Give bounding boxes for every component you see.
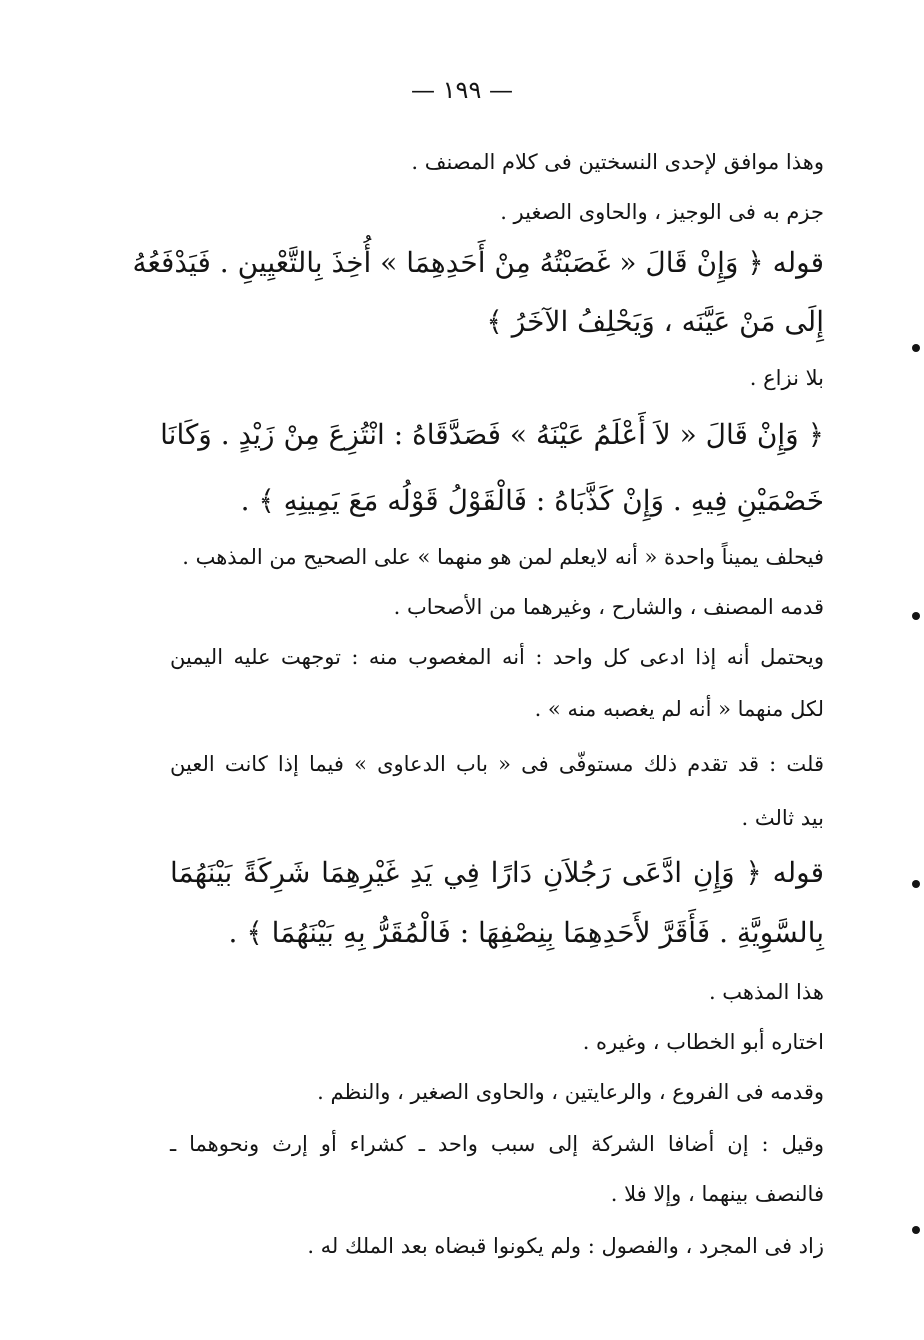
quote-line-6: ﴿ وَإِنْ قَالَ « لاَ أَعْلَمُ عَيْنَهُ » فَصَدَّقَاهُ : انْتُزِعَ مِنْ زَيْدٍ . وَكَانَا <box>160 418 824 451</box>
text-line-1: وهذا موافق لإحدى النسختين فى كلام المصنف . <box>411 150 824 174</box>
text-line-12: قلت : قد تقدم ذلك مستوفّى فى « باب الدعاوى » فيما إذا كانت العين <box>170 752 824 776</box>
quote-line-3: قوله ﴿ وَإِنْ قَالَ « غَصَبْتُهُ مِنْ أَحَدِهِمَا » أُخِذَ بِالتَّعْيِينِ . فَيَدْفَعُهُ <box>132 246 824 279</box>
text-line-10: ويحتمل أنه إذا ادعى كل واحد : أنه المغصوب منه : توجهت عليه اليمين <box>170 645 824 669</box>
text-line-20: فالنصف بينهما ، وإلا فلا . <box>610 1182 824 1206</box>
text-line-9: قدمه المصنف ، والشارح ، وغيرهما من الأصحاب . <box>393 595 824 619</box>
page-number: — ١٩٩ — <box>411 76 513 104</box>
text-line-13: بيد ثالث . <box>741 806 824 830</box>
text-line-17: اختاره أبو الخطاب ، وغيره . <box>582 1030 824 1054</box>
text-line-11: لكل منهما « أنه لم يغصبه منه » . <box>534 697 824 721</box>
text-line-18: وقدمه فى الفروع ، والرعايتين ، والحاوى الصغير ، والنظم . <box>317 1080 824 1104</box>
quote-line-7: خَصْمَيْنِ فِيهِ . وَإِنْ كَذَّبَاهُ : فَالْقَوْلُ قَوْلُه مَعَ يَمِينِهِ ﴾ . <box>240 484 824 517</box>
quote-line-4: إِلَى مَنْ عَيَّنَه ، وَيَحْلِفُ الآخَرُ ﴾ <box>486 305 824 338</box>
text-line-5: بلا نزاع . <box>749 366 824 390</box>
margin-dot-mark <box>912 1226 920 1234</box>
margin-dot-mark <box>912 880 920 888</box>
margin-dot-mark <box>912 612 920 620</box>
text-line-2: جزم به فى الوجيز ، والحاوى الصغير . <box>500 200 824 224</box>
margin-dot-mark <box>912 344 920 352</box>
quote-line-15: بِالسَّوِيَّةِ . فَأَقَرَّ لأَحَدِهِمَا بِنِصْفِهَا : فَالْمُقَرُّ بِهِ بَيْنَهُمَا ﴾ . <box>228 916 824 949</box>
text-line-8: فيحلف يميناً واحدة « أنه لايعلم لمن هو منهما » على الصحيح من المذهب . <box>182 545 824 569</box>
text-line-19: وقيل : إن أضافا الشركة إلى سبب واحد ـ كشراء أو إرث ونحوهما ـ <box>170 1132 824 1156</box>
quote-line-14: قوله ﴿ وَإِنِ ادَّعَى رَجُلاَنِ دَارًا فِي يَدِ غَيْرِهِمَا شَرِكَةً بَيْنَهُمَا <box>170 856 824 889</box>
text-line-16: هذا المذهب . <box>708 980 824 1004</box>
text-line-21: زاد فى المجرد ، والفصول : ولم يكونوا قبضاه بعد الملك له . <box>307 1234 824 1258</box>
